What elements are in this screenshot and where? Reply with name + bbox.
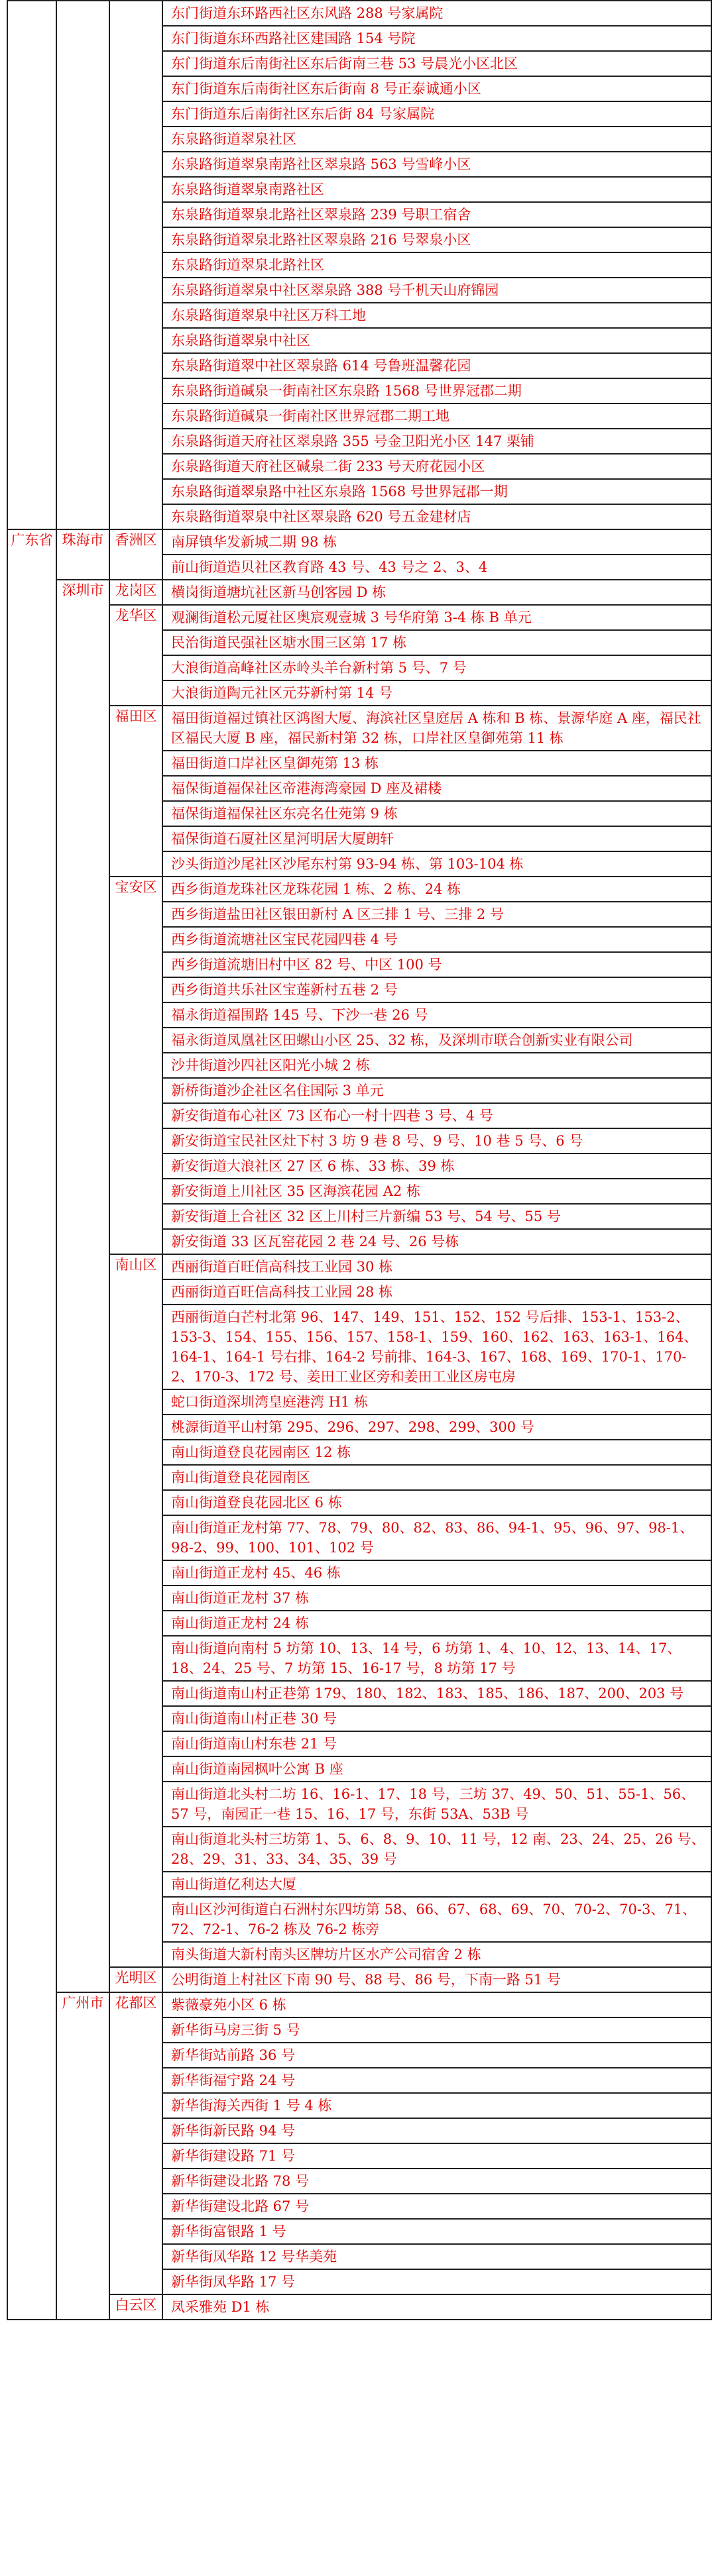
address-row: 西乡街道盐田社区银田新村 A 区三排 1 号、三排 2 号 — [163, 901, 711, 926]
address-row: 东门街道东后南街社区东后街南 8 号正泰诚通小区 — [163, 76, 711, 101]
district-cell: 香洲区 — [109, 529, 162, 580]
address-row: 民治街道民强社区塘水围三区第 17 栋 — [163, 629, 711, 655]
address-row: 新华街建设路 71 号 — [163, 2143, 711, 2168]
address-row: 南山区沙河街道白石洲村东四坊第 58、66、67、68、69、70、70-2、70-3、71、72、72-1、76-2 栋及 76-2 栋旁 — [163, 1896, 711, 1941]
address-row: 新桥街道沙企社区名住国际 3 单元 — [163, 1077, 711, 1102]
address-row: 南山街道登良花园南区 — [163, 1464, 711, 1489]
address-row: 新安街道 33 区瓦窑花园 2 巷 24 号、26 号栋 — [163, 1228, 711, 1254]
address-row: 横岗街道塘坑社区新马创客园 D 栋 — [171, 584, 387, 600]
city-cell-guangzhou: 广州市 — [56, 1992, 109, 2320]
district-cell: 龙岗区 — [109, 580, 162, 605]
address-row: 新华街马房三街 5 号 — [163, 2017, 711, 2042]
address-row: 桃源街道平山村第 295、296、297、298、299、300 号 — [163, 1414, 711, 1439]
address-row: 新华街站前路 36 号 — [163, 2042, 711, 2067]
address-row: 前山街道造贝社区教育路 43 号、43 号之 2、3、4 — [163, 554, 711, 579]
district-cell: 龙华区 — [109, 605, 162, 706]
address-row: 西乡街道流塘社区宝民花园四巷 4 号 — [163, 926, 711, 951]
address-row: 南山街道向南村 5 坊第 10、13、14 号，6 坊第 1、4、10、12、13、14、17、18、24、25 号、7 坊第 15、16-17 号，8 坊第 17 号 — [163, 1635, 711, 1680]
address-row: 南山街道正龙村 24 栋 — [163, 1610, 711, 1635]
address-row: 福永街道福围路 145 号、下沙一巷 26 号 — [163, 1002, 711, 1027]
address-row: 东泉路街道翠泉中社区 — [163, 327, 711, 352]
district-cell: 花都区 — [109, 1992, 162, 2294]
province-cell: 广东省 — [7, 529, 56, 2320]
address-row: 南山街道北头村二坊 16、16-1、17、18 号，三坊 37、49、50、51、55-1、56、57 号，南园正一巷 15、16、17 号，东街 53A、53B 号 — [163, 1781, 711, 1826]
address-row: 南山街道南园枫叶公寓 B 座 — [163, 1756, 711, 1781]
address-row: 东泉路街道翠泉中社区翠泉路 388 号千机天山府锦园 — [163, 277, 711, 302]
address-row: 新安街道大浪社区 27 区 6 栋、33 栋、39 栋 — [163, 1153, 711, 1178]
address-row: 新安街道布心社区 73 区布心一村十四巷 3 号、4 号 — [163, 1102, 711, 1128]
address-row: 新华街富银路 1 号 — [163, 2218, 711, 2243]
address-row: 南山街道登良花园南区 12 栋 — [163, 1439, 711, 1464]
address-row: 新华街福宁路 24 号 — [163, 2067, 711, 2092]
address-row: 沙井街道沙四社区阳光小城 2 栋 — [163, 1052, 711, 1077]
province-cell-empty — [7, 1, 56, 529]
address-row: 新华街凤华路 12 号华美苑 — [163, 2243, 711, 2269]
address-row: 新华街凤华路 17 号 — [163, 2269, 711, 2294]
address-row: 南头街道大新村南头区牌坊片区水产公司宿舍 2 栋 — [163, 1941, 711, 1966]
address-row: 东泉路街道翠泉南路社区翠泉路 563 号雪峰小区 — [163, 151, 711, 176]
address-row: 东泉路街道翠泉中社区翠泉路 620 号五金建材店 — [163, 504, 711, 529]
address-row: 东泉路街道碱泉一街南社区世界冠郡二期工地 — [163, 403, 711, 428]
address-cell — [162, 877, 711, 1254]
address-row: 福永街道凤凰社区田螺山小区 25、32 栋，及深圳市联合创新实业有限公司 — [163, 1027, 711, 1052]
address-row: 东泉路街道翠泉路中社区东泉路 1568 号世界冠郡一期 — [163, 478, 711, 504]
district-cell: 福田区 — [109, 706, 162, 877]
address-row: 南山街道南山村正巷第 179、180、182、183、185、186、187、200、203 号 — [163, 1680, 711, 1705]
address-row: 大浪街道陶元社区元芬新村第 14 号 — [163, 680, 711, 705]
address-cell — [162, 1992, 711, 2294]
address-row: 公明街道上村社区下南 90 号、88 号、86 号，下南一路 51 号 — [171, 1972, 561, 1988]
address-cell — [162, 706, 711, 877]
address-row: 东泉路街道翠泉北路社区翠泉路 216 号翠泉小区 — [163, 227, 711, 252]
district-cell: 南山区 — [109, 1254, 162, 1967]
address-cell — [162, 1967, 711, 1992]
address-row: 东门街道东环西路社区建国路 154 号院 — [163, 25, 711, 50]
address-row: 东泉路街道碱泉一街南社区东泉路 1568 号世界冠郡二期 — [163, 378, 711, 403]
address-row: 新华街建设北路 67 号 — [163, 2193, 711, 2218]
address-row: 南山街道南山村正巷 30 号 — [163, 1705, 711, 1731]
address-row: 南屏镇华发新城二期 98 栋 — [171, 534, 337, 550]
address-cell — [162, 580, 711, 605]
address-row: 西乡街道共乐社区宝莲新村五巷 2 号 — [163, 977, 711, 1002]
district-cell: 光明区 — [109, 1967, 162, 1992]
address-row: 东泉路街道天府社区碱泉二街 233 号天府花园小区 — [163, 453, 711, 478]
address-row: 南山街道南山村东巷 21 号 — [163, 1731, 711, 1756]
address-row: 东泉路街道翠泉南路社区 — [163, 176, 711, 201]
district-cell-empty — [109, 1, 162, 529]
address-row: 新安街道宝民社区灶下村 3 坊 9 巷 8 号、9 号、10 巷 5 号、6 号 — [163, 1128, 711, 1153]
city-cell-zhuhai: 珠海市 — [56, 529, 109, 580]
city-cell-shenzhen: 深圳市 — [56, 580, 109, 1992]
address-row: 东泉路街道翠泉社区 — [163, 126, 711, 151]
address-row: 南山街道亿利达大厦 — [163, 1871, 711, 1896]
address-row: 新安街道上川社区 35 区海滨花园 A2 栋 — [163, 1178, 711, 1203]
address-row: 西乡街道流塘旧村中区 82 号、中区 100 号 — [163, 951, 711, 977]
address-row: 西丽街道百旺信高科技工业园 28 栋 — [163, 1279, 711, 1304]
address-row: 东泉路街道翠泉北路社区翠泉路 239 号职工宿舍 — [163, 201, 711, 227]
address-row: 新华街建设北路 78 号 — [163, 2168, 711, 2193]
address-row: 东门街道东环路西社区东风路 288 号家属院 — [171, 5, 444, 21]
address-cell — [162, 1, 711, 529]
address-cell — [162, 1254, 711, 1967]
address-row: 南山街道登良花园北区 6 栋 — [163, 1489, 711, 1515]
address-row: 福田街道口岸社区皇御苑第 13 栋 — [163, 750, 711, 775]
address-row: 大浪街道高峰社区赤岭头羊台新村第 5 号、7 号 — [163, 655, 711, 680]
city-cell-empty — [56, 1, 109, 529]
address-row: 东门街道东后南街社区东后街南三巷 53 号晨光小区北区 — [163, 50, 711, 76]
address-row: 西乡街道龙珠社区龙珠花园 1 栋、2 栋、24 栋 — [171, 881, 461, 897]
address-row: 福保街道石厦社区星河明居大厦朗轩 — [163, 826, 711, 851]
address-row: 东泉路街道翠泉北路社区 — [163, 252, 711, 277]
district-cell: 白云区 — [109, 2294, 162, 2320]
address-row: 南山街道北头村三坊第 1、5、6、8、9、10、11 号，12 南、23、24、25、26 号、28、29、31、33、34、35、39 号 — [163, 1826, 711, 1871]
address-row: 凤采雅苑 D1 栋 — [171, 2299, 270, 2315]
address-row: 福保街道福保社区东亮名仕苑第 9 栋 — [163, 800, 711, 826]
address-row: 福保街道福保社区帝港海湾豪园 D 座及裙楼 — [163, 775, 711, 800]
address-row: 东门街道东后南街社区东后街 84 号家属院 — [163, 101, 711, 126]
address-row: 观澜街道松元厦社区奥宸观壹城 3 号华府第 3-4 栋 B 单元 — [171, 610, 532, 625]
address-cell — [162, 529, 711, 580]
address-row: 西丽街道百旺信高科技工业园 30 栋 — [171, 1259, 393, 1275]
address-row: 新安街道上合社区 32 区上川村三片新编 53 号、54 号、55 号 — [163, 1203, 711, 1228]
address-row: 新华街海关西街 1 号 4 栋 — [163, 2092, 711, 2118]
address-row: 福田街道福过镇社区鸿图大厦、海滨社区皇庭居 A 栋和 B 栋、景源华庭 A 座，福民社区福民大厦 B 座，福民新村第 32 栋，口岸社区皇御苑第 11 栋 — [171, 710, 701, 746]
address-row: 东泉路街道翠泉中社区万科工地 — [163, 302, 711, 327]
address-cell — [162, 2294, 711, 2320]
address-row: 沙头街道沙尾社区沙尾东村第 93-94 栋、第 103-104 栋 — [163, 851, 711, 876]
address-row: 南山街道正龙村 37 栋 — [163, 1585, 711, 1610]
address-row: 新华街新民路 94 号 — [163, 2118, 711, 2143]
address-row: 东泉路街道翠中社区翠泉路 614 号鲁班温馨花园 — [163, 352, 711, 378]
address-row: 蛇口街道深圳湾皇庭港湾 H1 栋 — [163, 1389, 711, 1414]
address-row: 紫薇豪苑小区 6 栋 — [171, 1997, 286, 2013]
address-row: 南山街道正龙村 45、46 栋 — [163, 1560, 711, 1585]
district-cell: 宝安区 — [109, 877, 162, 1254]
address-row: 南山街道正龙村第 77、78、79、80、82、83、86、94-1、95、96、97、98-1、98-2、99、100、101、102 号 — [163, 1515, 711, 1560]
address-table — [7, 0, 712, 2320]
address-row: 西丽街道白芒村北第 96、147、149、151、152、152 号后排、153-1、153-2、153-3、154、155、156、157、158-1、159、160、162、163、163-1、164、164-1、164-1 号右排、164-2 号前排、164-3、167、168、169、170-1、170-2、170-3、172 号、姜田工业区旁和姜田工业区房屯房 — [163, 1304, 711, 1389]
address-row: 东泉路街道天府社区翠泉路 355 号金卫阳光小区 147 栗铺 — [163, 428, 711, 453]
address-cell — [162, 605, 711, 706]
